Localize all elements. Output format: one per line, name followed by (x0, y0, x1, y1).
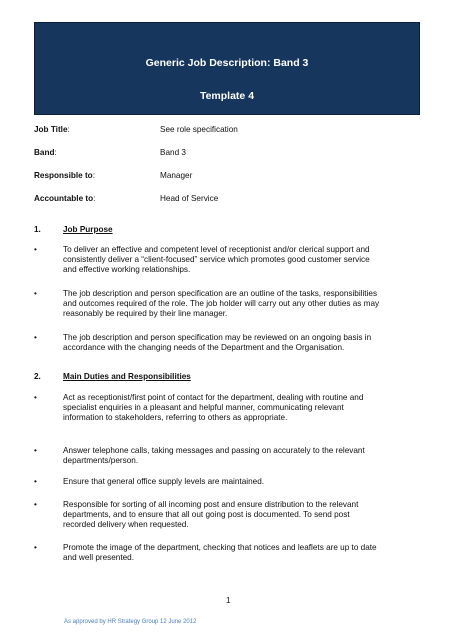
bullet-text: Promote the image of the department, checking that notices and leaflets are up to date and well presented. (63, 543, 377, 563)
section-number: 2. (34, 372, 41, 381)
bullet-marker: • (34, 500, 37, 509)
field-value: Band 3 (160, 148, 186, 157)
field-label: Responsible to (34, 171, 93, 180)
document-title: Generic Job Description: Band 3 (145, 57, 309, 69)
bullet-marker: • (34, 543, 37, 552)
bullet-text: Ensure that general office supply levels are maintained. (63, 477, 265, 486)
document-page: Generic Job Description: Band 3 Template 4 Job Title: See role specification Band: Band 3 Responsible to: Manager Accountable to: Head of Service 1. Job Purpose • To deliver an effective and competent level of receptionist and/or clerical support and consistently deliver a “client-focused” service which promotes good customer service and effective working relationships. • The job description and person specification are an outline of the tasks, responsibilities and outcomes required of the role. The job holder will carry out any other duties as may reasonably be required by their line manager. • The job description and person specification may be reviewed on an ongoing basis in accordance with the changing needs of the Department and the Organisation. 2. Main Duties and Responsibilities • Act as receptionist/first point of contact for the department, dealing with routine and specialist enquiries in a pleasant and helpful manner, communicating relevant information to stakeholders, referring to others as appropriate. • Answer telephone calls, taking messages and passing on accurately to the relevant departments/person. • Ensure that general office supply levels are maintained. • Responsible for sorting of all incoming post and ensure distribution to the relevant departments, and to ensure that all out going post is documented. To send post recorded delivery when requested. • Promote the image of the department, checking that notices and leaflets are up to date and well presented. 1 As approved by HR Strategy Group 12 June 2012 (0, 0, 452, 640)
page-number: 1 (226, 596, 231, 605)
footer-note: As approved by HR Strategy Group 12 June 2012 (64, 619, 197, 625)
field-label: Band (34, 148, 55, 157)
bullet-text: Responsible for sorting of all incoming post and ensure distribution to the relevant departments, and to ensure that all out going post is documented. To send post recorded delivery when requested. (63, 500, 359, 530)
template-label: Template 4 (199, 90, 255, 102)
bullet-marker: • (34, 245, 37, 254)
section-title: Job Purpose (63, 225, 113, 234)
bullet-text: Act as receptionist/first point of contact for the department, dealing with routine and specialist enquiries in a pleasant and helpful manner, communicating relevant information to stakeholders, referring to others as appropriate. (63, 393, 364, 423)
field-value: See role specification (160, 125, 238, 134)
field-value: Head of Service (160, 194, 219, 203)
field-label: Accountable to (34, 194, 94, 203)
field-label: Job Title (34, 125, 68, 134)
bullet-text: To deliver an effective and competent level of receptionist and/or clerical support and consistently deliver a “client-focused” service which promotes good customer service and effective working relationships. (63, 245, 370, 275)
section-title: Main Duties and Responsibilities (63, 372, 191, 381)
bullet-text: Answer telephone calls, taking messages and passing on accurately to the relevant departments/person. (63, 446, 365, 466)
bullet-text: The job description and person specification are an outline of the tasks, responsibilities and outcomes required of the role. The job holder will carry out any other duties as may reasonably be required by their line manager. (63, 289, 380, 319)
bullet-marker: • (34, 446, 37, 455)
section-number: 1. (34, 225, 41, 234)
field-value: Manager (160, 171, 193, 180)
title-banner (34, 22, 420, 115)
bullet-marker: • (34, 393, 37, 402)
bullet-marker: • (34, 477, 37, 486)
bullet-text: The job description and person specification may be reviewed on an ongoing basis in accordance with the changing needs of the Department and the Organisation. (63, 333, 372, 353)
bullet-marker: • (34, 289, 37, 298)
bullet-marker: • (34, 333, 37, 342)
